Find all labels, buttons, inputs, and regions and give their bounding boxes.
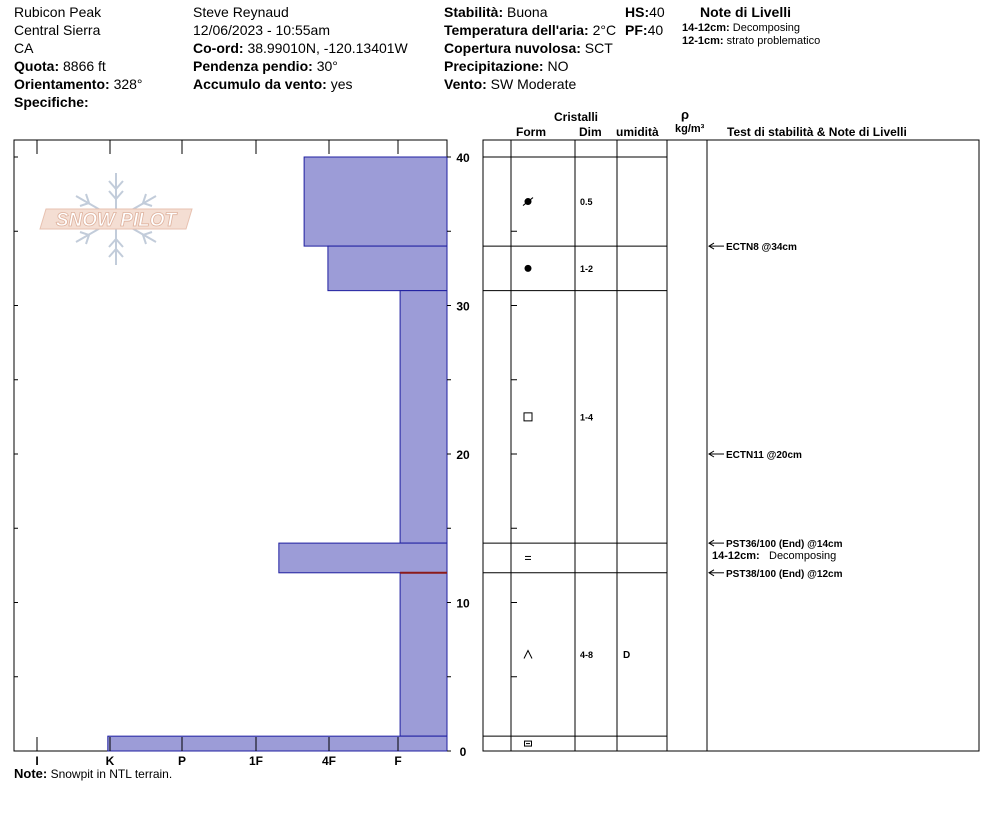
header-field: Central Sierra <box>14 22 101 38</box>
header-rho: ρ <box>681 107 690 122</box>
crust-icon <box>525 741 532 746</box>
y-tick-label: 40 <box>456 151 470 165</box>
facet-icon <box>524 413 532 421</box>
layer-note-text: Decomposing <box>769 549 837 562</box>
x-tick-label: K <box>105 754 115 768</box>
header-field: Pendenza pendio: 30° <box>193 58 338 74</box>
x-tick-label: P <box>177 754 187 768</box>
layer-note-range: 14-12cm: <box>712 549 760 562</box>
mixed-icon <box>525 556 531 559</box>
header-field: Rubicon Peak <box>14 4 102 20</box>
footnote: Note: Snowpit in NTL terrain. <box>14 766 173 781</box>
header-density-unit: kg/m³ <box>675 123 705 135</box>
snowpilot-logo <box>40 173 192 265</box>
header-field: Orientamento: 328° <box>14 76 143 92</box>
crystal-table-frame <box>483 140 979 751</box>
hardness-bar <box>328 246 447 291</box>
x-tick-label: 4F <box>321 754 337 768</box>
header-form: Form <box>516 125 546 139</box>
test-label: ECTN8 @34cm <box>726 242 797 254</box>
crystal-table <box>483 140 707 751</box>
hardness-bar <box>304 157 447 246</box>
header-field: Co-ord: 38.99010N, -120.13401W <box>193 40 408 56</box>
hardness-bars <box>108 157 447 751</box>
depth-hoar-icon <box>524 650 532 658</box>
grain-size: 4-8 <box>580 649 594 660</box>
header-field: Accumulo da vento: yes <box>193 76 353 92</box>
header-umidita: umidità <box>616 125 659 139</box>
hardness-bar <box>108 736 447 751</box>
x-tick-label: F <box>394 754 402 768</box>
hardness-bar <box>400 573 447 736</box>
y-tick-label: 30 <box>456 299 470 314</box>
header-field: Stabilità: Buona <box>444 4 548 20</box>
x-tick-label: 1F <box>248 754 264 768</box>
header-field: Specifiche: <box>14 94 89 110</box>
y-tick-label: 10 <box>456 596 470 611</box>
graupel-icon <box>523 198 533 206</box>
layer-note-item-2: 12-1cm: strato problematico <box>682 35 821 47</box>
grain-size: 0.5 <box>580 197 593 208</box>
y-tick-label: 20 <box>456 448 470 462</box>
x-tick-label: I <box>35 754 39 768</box>
stability-tests <box>709 242 843 580</box>
header-field: Quota: 8866 ft <box>14 58 106 74</box>
hs-value: HS:40 <box>625 4 665 20</box>
round-icon <box>525 265 532 272</box>
header-field: Temperatura dell'aria: 2°C <box>444 22 617 38</box>
y-tick-label: 0 <box>459 745 467 759</box>
test-label: ECTN11 @20cm <box>726 450 802 461</box>
header-field: Copertura nuvolosa: SCT <box>444 40 613 56</box>
hardness-bar <box>279 543 447 573</box>
logo-text: SNOW PILOT <box>55 210 177 231</box>
test-label: PST38/100 (End) @12cm <box>726 568 843 580</box>
test-label: PST36/100 (End) @14cm <box>726 539 843 551</box>
header-field: Steve Reynaud <box>193 4 289 20</box>
header-cristalli: Cristalli <box>554 110 599 124</box>
header-field: Vento: SW Moderate <box>444 76 577 92</box>
layer-note-item-1: 14-12cm: Decomposing <box>682 22 801 34</box>
layer-notes-title: Note di Livelli <box>700 4 792 20</box>
grain-size: 1-2 <box>580 263 594 274</box>
header-field: CA <box>14 40 34 56</box>
hardness-bar <box>400 291 447 543</box>
moisture: D <box>623 649 631 661</box>
pf-value: PF:40 <box>625 22 664 38</box>
header-field: 12/06/2023 - 10:55am <box>193 22 330 38</box>
header-field: Precipitazione: NO <box>444 58 569 74</box>
header-dim: Dim <box>579 125 602 139</box>
header-tests: Test di stabilità & Note di Livelli <box>727 125 907 139</box>
grain-size: 1-4 <box>580 412 594 423</box>
